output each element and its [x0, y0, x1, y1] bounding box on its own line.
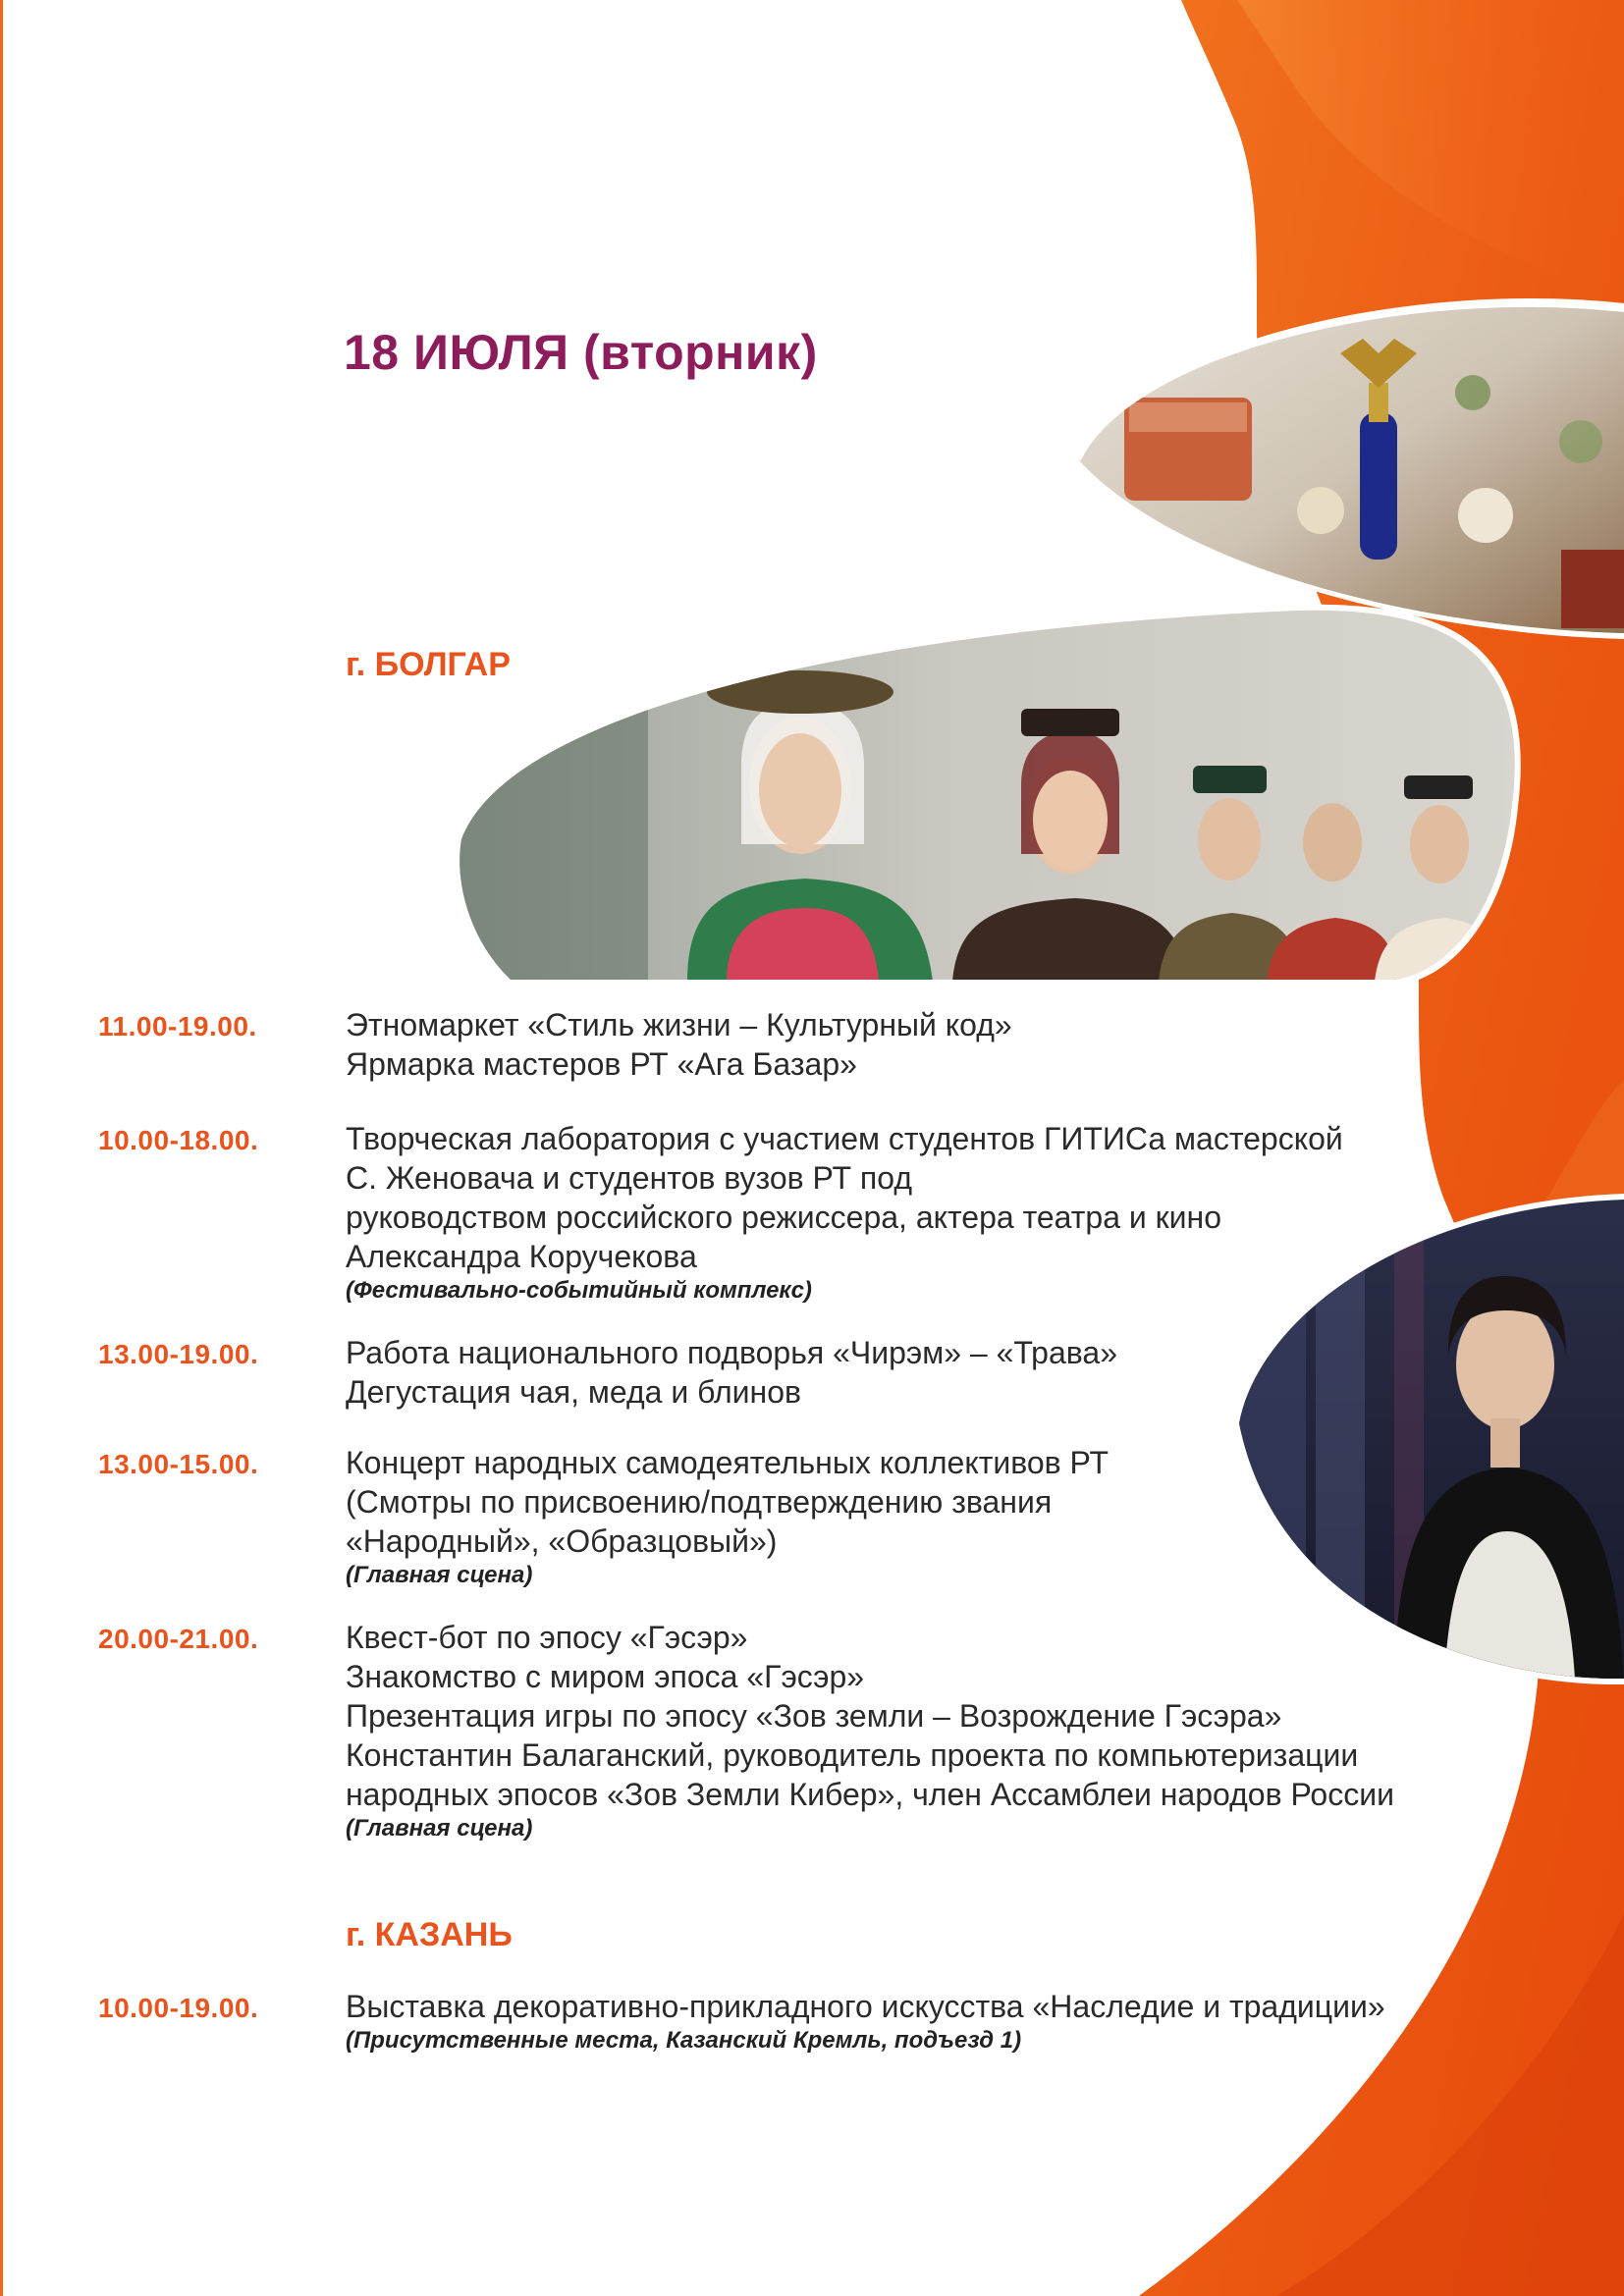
- event-line: Квест-бот по эпосу «Гэсэр»: [346, 1620, 748, 1655]
- event-venue: (Присутственные места, Казанский Кремль, подъезд 1): [346, 2027, 1022, 2054]
- event-description: [346, 1987, 1524, 2056]
- event-time: 13.00-19.00.: [98, 1339, 259, 1369]
- event-description: [346, 1443, 1524, 1590]
- event-line: руководством российского режиссера, актера театра и кино: [346, 1200, 1221, 1235]
- event-time: 10.00-18.00.: [98, 1125, 259, 1155]
- event-line: Знакомство с миром эпоса «Гэсэр»: [346, 1659, 865, 1694]
- event-line: Презентация игры по эпосу «Зов земли – Возрождение Гэсэра»: [346, 1698, 1282, 1734]
- event-time: 20.00-21.00.: [98, 1624, 259, 1654]
- date-heading: 18 ИЮЛЯ (вторник): [344, 325, 818, 380]
- city-heading-kazan: г. КАЗАНЬ: [346, 1916, 513, 1953]
- event-venue: (Главная сцена): [346, 1562, 533, 1588]
- event-line: Концерт народных самодеятельных коллективов РТ: [346, 1445, 1109, 1480]
- event-description: [346, 1005, 1524, 1084]
- event-line: Творческая лаборатория с участием студентов ГИТИСа мастерской: [346, 1121, 1343, 1156]
- event-venue: (Фестивально-событийный комплекс): [346, 1277, 812, 1304]
- event-line: Александра Коручекова: [346, 1239, 697, 1274]
- event-line: Этномаркет «Стиль жизни – Культурный код»: [346, 1007, 1012, 1042]
- event-time: 13.00-15.00.: [98, 1449, 259, 1479]
- event-description: [346, 1618, 1524, 1843]
- event-line: Работа национального подворья «Чирэм» – «Трава»: [346, 1335, 1117, 1370]
- event-line: народных эпосов «Зов Земли Кибер», член Ассамблеи народов России: [346, 1777, 1394, 1812]
- event-time: 11.00-19.00.: [98, 1011, 257, 1041]
- event-line: Константин Балаганский, руководитель проекта по компьютеризации: [346, 1737, 1359, 1773]
- event-line: С. Женовача и студентов вузов РТ под: [346, 1160, 912, 1196]
- event-description: [346, 1333, 1524, 1412]
- event-description: [346, 1119, 1524, 1306]
- event-line: Ярмарка мастеров РТ «Ага Базар»: [346, 1046, 857, 1082]
- city-heading-bolgar: г. БОЛГАР: [346, 646, 511, 683]
- event-line: Выставка декоративно-прикладного искусства «Наследие и традиции»: [346, 1989, 1385, 2024]
- event-venue: (Главная сцена): [346, 1815, 533, 1842]
- event-line: «Народный», «Образцовый»): [346, 1523, 778, 1559]
- event-line: (Смотры по присвоению/подтверждению звания: [346, 1484, 1053, 1520]
- event-line: Дегустация чая, меда и блинов: [346, 1374, 801, 1410]
- event-time: 10.00-19.00.: [98, 1993, 259, 2023]
